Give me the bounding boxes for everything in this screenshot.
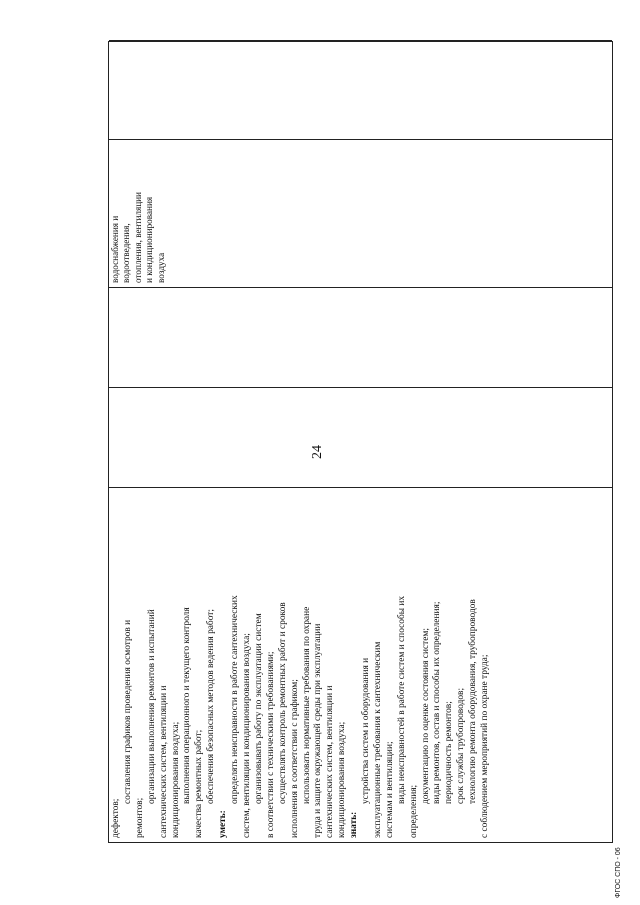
competence-line: отопления, вентиляции — [132, 192, 143, 283]
skills-line: исполнения в соответствии с графиком; — [289, 679, 300, 838]
skills-line: использовать нормативные требования по охране — [301, 606, 312, 804]
competence-line: водоотведения, — [121, 223, 132, 283]
skills-line: уметь: — [218, 810, 229, 838]
skills-line: с соблюдением мероприятий по охране труда; — [480, 654, 491, 838]
empty-cell-3 — [109, 40, 612, 140]
skills-line: документацию по оценке состояния систем; — [420, 628, 431, 804]
skills-line: срок службы трубопроводов; — [456, 687, 467, 804]
skills-line: обеспечения безопасных методов ведения работ; — [206, 609, 217, 804]
skills-line: в соответствии с техническими требованиями; — [265, 651, 276, 838]
skills-line: сантехнических систем, вентиляции и — [158, 685, 169, 838]
competence-cell — [109, 140, 612, 287]
skills-line: ремонтов; — [134, 797, 145, 838]
skills-line: составления графиков проведения осмотров и — [122, 619, 133, 804]
skills-line: системам и вентиляции; — [384, 741, 395, 838]
skills-line: знать: — [349, 811, 360, 838]
skills-line: систем, вентиляции и кондиционирования воздуха; — [241, 633, 252, 838]
competence-line: водоснабжения и — [110, 215, 120, 283]
skills-line: кондиционирования воздуха; — [337, 721, 348, 838]
skills-text — [109, 488, 494, 842]
skills-line: дефектов; — [111, 798, 121, 838]
empty-cell-1 — [109, 387, 612, 487]
content-table — [108, 41, 613, 843]
competence-line: воздуха — [155, 252, 166, 283]
empty-cell-2 — [109, 287, 612, 387]
skills-line: сантехнических систем, вентиляции и — [325, 685, 336, 838]
skills-knowledge-cell — [109, 487, 612, 842]
skills-line: труда и защите окружающей среды при эксплуатации — [313, 623, 324, 838]
competence-text — [109, 140, 168, 287]
skills-line: технологию ремонта оборудования, трубопроводов — [468, 599, 479, 804]
skills-line: периодичность ремонтов; — [444, 701, 455, 804]
skills-line: осуществлять контроль ремонтных работ и сроков — [277, 602, 288, 804]
competence-line: и кондиционирования — [144, 196, 155, 283]
skills-line: кондиционирования воздуха; — [170, 721, 181, 838]
page-number: 24 — [310, 445, 325, 459]
skills-line: выполнения операционного и текущего контроля — [182, 607, 193, 804]
footer-code: ФГОС СПО - 06 — [615, 847, 622, 898]
skills-line: качества ремонтных работ; — [194, 729, 205, 838]
skills-line: определения; — [408, 784, 419, 838]
skills-line: виды неисправностей в работе систем и способы их — [396, 595, 407, 804]
skills-line: организовывать работу по эксплуатации систем — [253, 613, 264, 804]
skills-line: определять неисправности в работе сантехнических — [230, 595, 241, 804]
skills-line: организации выполнения ремонтов и испытаний — [146, 609, 157, 804]
skills-line: устройства систем и оборудования и — [361, 657, 372, 804]
skills-line: виды ремонтов, состав и способы их определения; — [432, 601, 443, 804]
skills-line: эксплуатационные требования к сантехническим — [372, 641, 383, 838]
